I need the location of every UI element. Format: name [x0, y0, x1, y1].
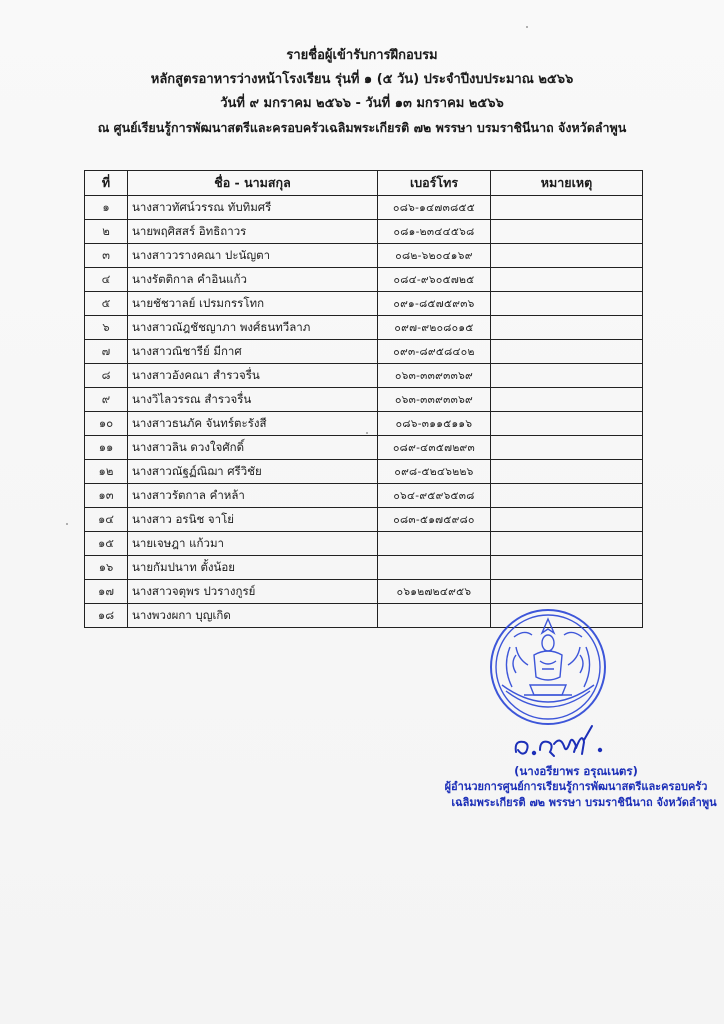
row-number: ๑๑	[85, 436, 128, 460]
participant-note	[491, 556, 643, 580]
participant-name: นายชัชวาลย์ เปรมกรรโทก	[128, 292, 378, 316]
table-row	[85, 220, 643, 244]
participant-name: นางสาวณิชารีย์ มีกาศ	[128, 340, 378, 364]
participant-name: นายเจษฎา แก้วมา	[128, 532, 378, 556]
participant-phone: ๐๘๑-๒๓๔๔๕๖๘	[378, 220, 491, 244]
header-dates: วันที่ ๙ มกราคม ๒๕๖๖ - วันที่ ๑๓ มกราคม ๒๕๖๖	[220, 96, 504, 111]
participant-name: นางพวงผกา บุญเกิด	[128, 604, 378, 628]
participant-phone: ๐๖๓-๓๓๙๓๓๖๙	[378, 388, 491, 412]
participant-name: นายพฤศิสสร์ อิทธิถาวร	[128, 220, 378, 244]
row-number: ๙	[85, 388, 128, 412]
participant-name: นางรัตติกาล คำอินแก้ว	[128, 268, 378, 292]
column-header-note: หมายเหตุ	[491, 171, 643, 196]
header-venue: ณ ศูนย์เรียนรู้การพัฒนาสตรีและครอบครัวเฉลิมพระเกียรติ ๗๒ พรรษา บรมราชินีนาถ จังหวัดลำพูน	[97, 120, 627, 135]
participant-name: นางสาวจตุพร ปวรางกูรย์	[128, 580, 378, 604]
row-number: ๖	[85, 316, 128, 340]
table-row	[85, 556, 643, 580]
table-row	[85, 508, 643, 532]
participant-name: นางสาวณัฎชัชญาภา พงศ์ธนทวีลาภ	[128, 316, 378, 340]
header-title: รายชื่อผู้เข้ารับการฝึกอบรม	[286, 48, 438, 63]
participant-note	[491, 532, 643, 556]
row-number: ๑๗	[85, 580, 128, 604]
signatory-name: (นางอรียาพร อรุณเนตร)	[514, 764, 638, 778]
row-number: ๕	[85, 292, 128, 316]
row-number: ๑๕	[85, 532, 128, 556]
table-row	[85, 460, 643, 484]
participant-note	[491, 412, 643, 436]
participant-phone: ๐๘๙-๔๓๕๗๒๙๓	[378, 436, 491, 460]
table-row	[85, 340, 643, 364]
column-header-phone: เบอร์โทร	[378, 171, 491, 196]
participant-note	[491, 388, 643, 412]
participant-note	[491, 460, 643, 484]
column-header-name: ชื่อ - นามสกุล	[128, 171, 378, 196]
participant-name: นางวิไลวรรณ สำรวจรื่น	[128, 388, 378, 412]
row-number: ๗	[85, 340, 128, 364]
participant-name: นางสาว อรนิช จาโย่	[128, 508, 378, 532]
participant-note	[491, 316, 643, 340]
row-number: ๑	[85, 196, 128, 220]
participant-name: นางสาวอังคณา สำรวจรื่น	[128, 364, 378, 388]
table-header-row	[85, 171, 643, 196]
participant-note	[491, 268, 643, 292]
participant-note	[491, 340, 643, 364]
participant-phone: ๐๘๓-๕๑๗๕๙๘๐	[378, 508, 491, 532]
table-row	[85, 268, 643, 292]
row-number: ๓	[85, 244, 128, 268]
row-number: ๑๖	[85, 556, 128, 580]
signature-scribble	[510, 722, 610, 762]
participant-phone	[378, 532, 491, 556]
participant-note	[491, 580, 643, 604]
participant-table	[84, 170, 643, 628]
table-row	[85, 196, 643, 220]
participant-name: นางสาวรัตกาล คำหล้า	[128, 484, 378, 508]
scan-speck	[366, 432, 368, 434]
table-row	[85, 316, 643, 340]
participant-phone: ๐๘๖-๓๑๑๕๑๑๖	[378, 412, 491, 436]
participant-note	[491, 508, 643, 532]
row-number: ๑๓	[85, 484, 128, 508]
signatory-position-line1: ผู้อำนวยการศูนย์การเรียนรู้การพัฒนาสตรีและครอบครัว	[444, 780, 708, 793]
signatory-position-line2: เฉลิมพระเกียรติ ๗๒ พรรษา บรมราชินีนาถ จังหวัดลำพูน	[451, 796, 717, 809]
participant-name: นางสาวลิน ดวงใจศักดิ์	[128, 436, 378, 460]
participant-note	[491, 364, 643, 388]
participant-phone: ๐๖๑๒๗๒๔๙๕๖	[378, 580, 491, 604]
participant-phone: ๐๘๖-๑๔๗๓๘๕๕	[378, 196, 491, 220]
table-row	[85, 412, 643, 436]
table-row	[85, 484, 643, 508]
row-number: ๑๘	[85, 604, 128, 628]
participant-note	[491, 244, 643, 268]
participant-name: นางสาววรางคณา ปะนัญตา	[128, 244, 378, 268]
participant-name: นายกัมปนาท ตั้งน้อย	[128, 556, 378, 580]
participant-name: นางสาวณัฐฏ์ณิฌา ศรีวิชัย	[128, 460, 378, 484]
document-header	[0, 44, 724, 140]
participant-phone: ๐๘๔-๙๖๐๕๗๒๕	[378, 268, 491, 292]
row-number: ๘	[85, 364, 128, 388]
table-row	[85, 244, 643, 268]
participant-phone: ๐๖๓-๓๓๙๓๓๖๙	[378, 364, 491, 388]
participant-phone: ๐๘๒-๖๒๐๔๑๖๙	[378, 244, 491, 268]
row-number: ๔	[85, 268, 128, 292]
row-number: ๒	[85, 220, 128, 244]
participant-phone: ๐๙๘-๕๒๔๖๒๒๖	[378, 460, 491, 484]
participant-phone	[378, 556, 491, 580]
table-row	[85, 292, 643, 316]
table-row	[85, 436, 643, 460]
participant-note	[491, 436, 643, 460]
row-number: ๑๔	[85, 508, 128, 532]
participant-phone: ๐๙๑-๘๕๗๕๙๓๖	[378, 292, 491, 316]
participant-phone	[378, 604, 491, 628]
table-row	[85, 364, 643, 388]
scan-speck	[66, 523, 68, 525]
signature-block	[430, 763, 724, 811]
participant-phone: ๐๙๗-๙๒๐๘๐๑๕	[378, 316, 491, 340]
participant-note	[491, 484, 643, 508]
row-number: ๑๒	[85, 460, 128, 484]
participant-name: นางสาวธนภัค จันทร์ตะรังสี	[128, 412, 378, 436]
table-row	[85, 580, 643, 604]
scan-speck	[526, 26, 528, 28]
column-header-number: ที่	[85, 171, 128, 196]
participant-note	[491, 220, 643, 244]
participant-note	[491, 292, 643, 316]
table-row	[85, 532, 643, 556]
header-course: หลักสูตรอาหารว่างหน้าโรงเรียน รุ่นที่ ๑ (๕ วัน) ประจำปีงบประมาณ ๒๕๖๖	[150, 72, 574, 87]
table-row	[85, 388, 643, 412]
official-seal-icon	[488, 607, 608, 727]
participant-note	[491, 196, 643, 220]
participant-phone: ๐๙๓-๘๙๕๘๔๐๒	[378, 340, 491, 364]
participant-phone: ๐๖๔-๙๕๙๖๕๓๘	[378, 484, 491, 508]
participant-name: นางสาวทัศน์วรรณ ทับทิมศรี	[128, 196, 378, 220]
row-number: ๑๐	[85, 412, 128, 436]
